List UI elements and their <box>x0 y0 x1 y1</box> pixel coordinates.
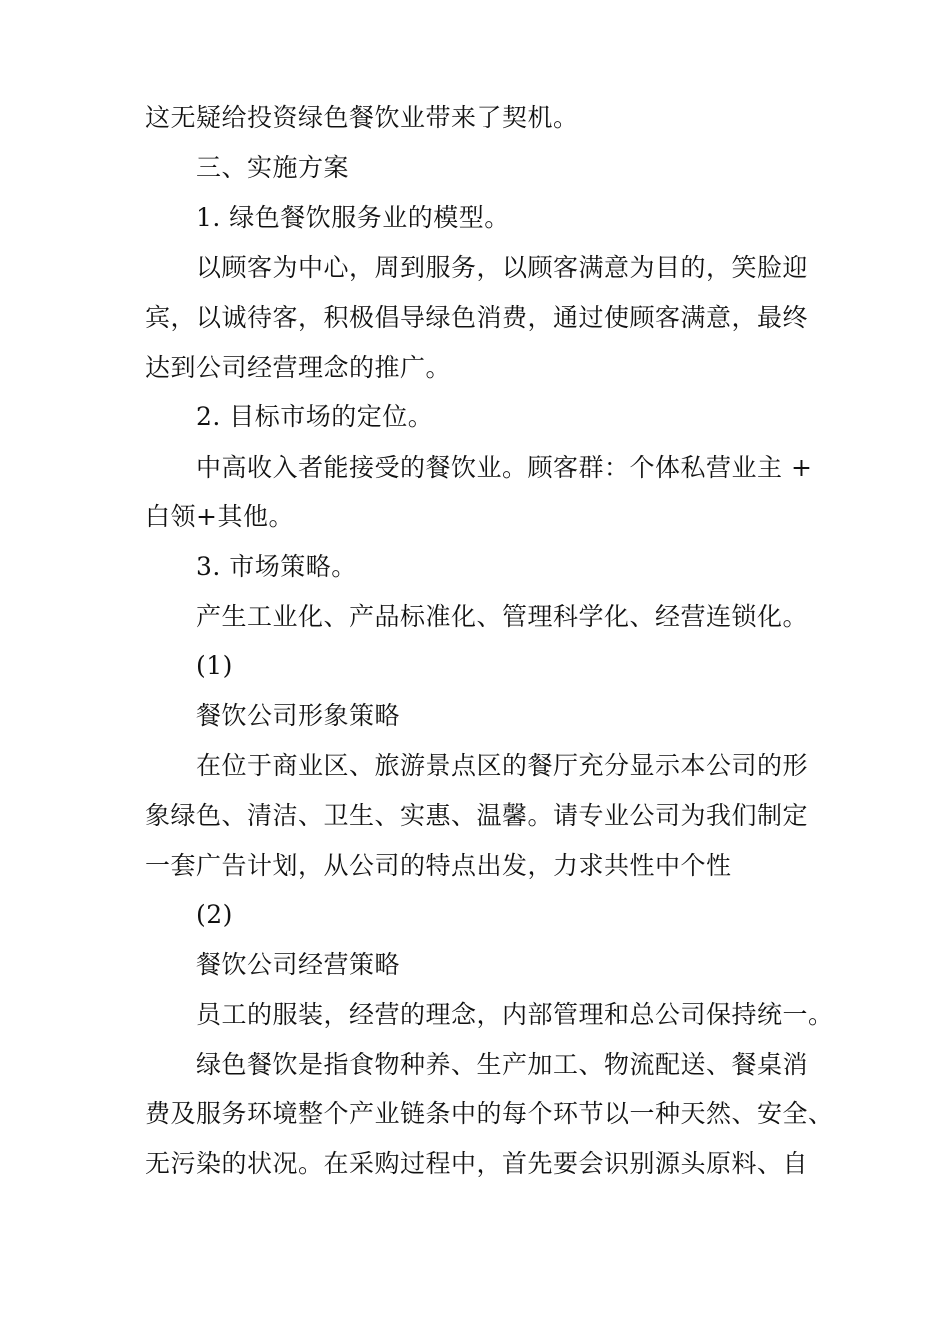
item-heading: 餐饮公司形象策略 <box>196 701 401 730</box>
text-line: 无污染的状况。在采购过程中，首先要会识别源头原料、自 <box>145 1149 809 1178</box>
text-line: 白领+其他。 <box>145 502 294 531</box>
text-line: 一套广告计划，从公司的特点出发，力求共性中个性 <box>145 851 732 880</box>
text-line: 宾，以诚待客，积极倡导绿色消费，通过使顾客满意，最终 <box>145 303 809 332</box>
subsection-heading: 2. 目标市场的定位。 <box>196 402 434 431</box>
text-line: 在位于商业区、旅游景点区的餐厅充分显示本公司的形 <box>196 751 809 780</box>
list-marker: (2) <box>196 900 233 929</box>
text-line: 绿色餐饮是指食物种养、生产加工、物流配送、餐桌消 <box>196 1050 809 1079</box>
text-line: 产生工业化、产品标准化、管理科学化、经营连锁化。 <box>196 602 809 631</box>
text-line: 象绿色、清洁、卫生、实惠、温馨。请专业公司为我们制定 <box>145 801 809 830</box>
section-heading: 三、实施方案 <box>196 153 350 182</box>
subsection-heading: 3. 市场策略。 <box>196 552 357 581</box>
subsection-heading: 1. 绿色餐饮服务业的模型。 <box>196 203 510 232</box>
text-line: 达到公司经营理念的推广。 <box>145 353 452 382</box>
text-line: 中高收入者能接受的餐饮业。顾客群：个体私营业主 + <box>196 453 813 482</box>
list-marker: (1) <box>196 651 233 680</box>
text-line: 费及服务环境整个产业链条中的每个环节以一种天然、安全、 <box>145 1099 834 1128</box>
item-heading: 餐饮公司经营策略 <box>196 950 401 979</box>
text-line: 以顾客为中心，周到服务，以顾客满意为目的，笑脸迎 <box>196 253 809 282</box>
text-line: 员工的服装，经营的理念，内部管理和总公司保持统一。 <box>196 1000 834 1029</box>
text-line: 这无疑给投资绿色餐饮业带来了契机。 <box>145 103 579 132</box>
